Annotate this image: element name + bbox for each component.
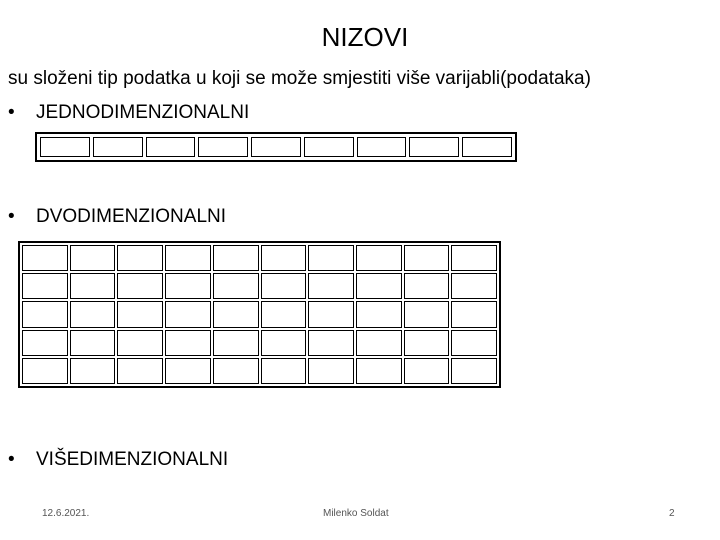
matrix-cell — [22, 301, 68, 327]
matrix-cell — [213, 330, 259, 356]
matrix-cell — [308, 358, 354, 384]
matrix-cell — [22, 330, 68, 356]
matrix-cell — [117, 301, 163, 327]
matrix-cell — [261, 358, 307, 384]
matrix-cell — [165, 301, 211, 327]
matrix-cell — [22, 245, 68, 271]
bullet-marker: • — [8, 206, 15, 227]
slide-title: NIZOVI — [321, 22, 409, 52]
matrix-cell — [165, 245, 211, 271]
array-cell — [304, 137, 354, 157]
array-cell — [357, 137, 407, 157]
bullet-marker: • — [8, 102, 15, 123]
matrix-cell — [356, 273, 402, 299]
matrix-cell — [261, 273, 307, 299]
matrix-cell — [165, 330, 211, 356]
array-cell — [462, 137, 512, 157]
bullet-label: JEDNODIMENZIONALNI — [36, 102, 250, 123]
footer-page-number: 2 — [669, 508, 675, 519]
matrix-cell — [451, 358, 497, 384]
footer-date: 12.6.2021. — [42, 508, 90, 519]
matrix-cell — [117, 273, 163, 299]
matrix-cell — [356, 330, 402, 356]
matrix-cell — [22, 273, 68, 299]
matrix-cell — [70, 245, 116, 271]
footer-author: Milenko Soldat — [323, 508, 389, 519]
matrix-cell — [356, 245, 402, 271]
bullet-two-dimensional — [8, 206, 226, 228]
matrix-cell — [308, 273, 354, 299]
matrix-cell — [261, 301, 307, 327]
matrix-cell — [117, 330, 163, 356]
matrix-cell — [261, 330, 307, 356]
matrix-cell — [356, 358, 402, 384]
array-cell — [93, 137, 143, 157]
matrix-cell — [70, 301, 116, 327]
bullet-marker: • — [8, 449, 15, 470]
matrix-cell — [117, 245, 163, 271]
matrix-cell — [117, 358, 163, 384]
array-cell — [409, 137, 459, 157]
matrix-cell — [213, 301, 259, 327]
matrix-cell — [451, 301, 497, 327]
bullet-multi-dimensional — [8, 449, 228, 471]
array-cell — [251, 137, 301, 157]
matrix-cell — [70, 358, 116, 384]
matrix-cell — [451, 330, 497, 356]
matrix-cell — [261, 245, 307, 271]
matrix-cell — [308, 245, 354, 271]
matrix-cell — [308, 330, 354, 356]
matrix-cell — [404, 245, 450, 271]
bullet-label: VIŠEDIMENZIONALNI — [36, 449, 229, 470]
matrix-cell — [165, 273, 211, 299]
array-cell — [146, 137, 196, 157]
bullet-label: DVODIMENZIONALNI — [36, 206, 227, 227]
matrix-cell — [70, 273, 116, 299]
bullet-one-dimensional — [8, 102, 249, 124]
matrix-cell — [356, 301, 402, 327]
matrix-cell — [213, 245, 259, 271]
array-cell — [198, 137, 248, 157]
matrix-cell — [70, 330, 116, 356]
matrix-cell — [451, 245, 497, 271]
matrix-cell — [213, 358, 259, 384]
array-cell — [40, 137, 90, 157]
matrix-cell — [404, 358, 450, 384]
matrix-cell — [404, 301, 450, 327]
slide-subtitle: su složeni tip podatka u koji se može smjestiti više varijabli(podataka) — [8, 68, 591, 89]
matrix-cell — [22, 358, 68, 384]
matrix-cell — [165, 358, 211, 384]
one-dimensional-array-diagram — [35, 132, 517, 162]
matrix-cell — [404, 273, 450, 299]
matrix-cell — [308, 301, 354, 327]
matrix-cell — [213, 273, 259, 299]
two-dimensional-array-diagram — [18, 241, 501, 388]
matrix-cell — [451, 273, 497, 299]
matrix-cell — [404, 330, 450, 356]
